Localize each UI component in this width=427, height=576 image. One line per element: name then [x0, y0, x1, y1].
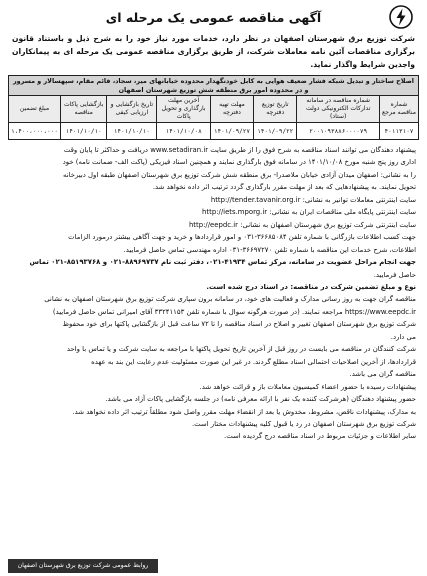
table-cell: ۱۴۰۱/۰۹/۲۲: [254, 123, 297, 140]
table-cell: ۲۰۰۱۰۹۳۸۸۶۰۰۰۰۷۹: [297, 123, 380, 140]
table-header-cell: مهلت تهیه دفترچه: [210, 96, 253, 123]
body-line: اداری روز پنج شنبه مورخ ۱۴۰۱/۱۰/۰۸ در سامانه فوق بارگذاری نمایند و همچنین اسناد فیزیکی (پاکت الف- ضمانت نامه) خود: [62, 158, 416, 167]
table-cell: ۴۰۱۱۳۱۰۷: [379, 123, 418, 140]
body-line: جهت انجام مراحل عضویت در سامانه، مرکز تماس ۴۱۹۳۴-۰۲۱، دفتر ثبت نام ۸۸۹۶۹۷۳۷-۰۲۱ و ۸۵۱۹۳۷۶۸-۰۲۱ تماس: [29, 258, 416, 267]
body-line: به مدارک، پیشنهادات ناقص، مشروط، مخدوش یا بعد از انقضاء مهلت مقرر واصل شود مطلقاً ترتیب اثر داده نخواهد شد.: [72, 407, 416, 416]
iets-link[interactable]: سایت اینترنتی پایگاه ملی مناقصات ایران به نشانی: http://iets.mporg.ir: [202, 208, 416, 217]
body-line: حضور پیشنهاد دهندگان (هرشرکت کننده یک نفر با ارائه معرفی نامه) در جلسه بازگشایی پاکات آزاد می باشد.: [105, 395, 416, 404]
table-cell: ۱۴۰۱/۱۰/۱۰: [61, 123, 107, 140]
body-line: پیشنهاد دهندگان می توانند اسناد مناقصه به شرح فوق را از طریق سایت www.setadiran.ir دریافت و حداکثر تا پایان وقت: [63, 146, 416, 154]
tender-table: [8, 75, 419, 140]
body-line: مناقصه گران می باشد.: [349, 370, 416, 379]
intro-paragraph: شرکت توزیع برق شهرستان اصفهان در نظر دارد، خدمات مورد نیاز خود را به شرح ذیل و باستناد قانون برگزاری مناقصات آئین نامه معاملات شرکت، از طریق برگزاری مناقصه عمومی یک مرحله ای به پیمانکاران واجدین شرایط واگذار نماید.: [12, 34, 415, 69]
tavanir-link[interactable]: سایت اینترنتی معاملات توانیر به نشانی: http://tender.tavanir.org.ir: [210, 195, 416, 204]
eepdc-portal-line[interactable]: https://www.eepdc.ir مراجعه نمایند. (در صورت هرگونه سوال با شماره تلفن ۳۳۲۴۱۱۵۳ آقای امیرانی تماس حاصل فرمایید): [52, 307, 416, 316]
body-line: را به نشانی: اصفهان میدان آزادی خیابان ملاصدرا- برق منطقه شش شرکت توزیع برق شهرستان اصفهان طبقه اول دبیرخانه: [63, 170, 416, 179]
body-line: می دارد.: [390, 332, 416, 341]
table-row: [9, 123, 419, 140]
body-line: تحویل نمایند. به پیشنهادهایی که بعد از مهلت مقرر بارگذاری گردد ترتیب اثر داده نخواهد شد.: [152, 183, 416, 192]
body-line: قراردادها، از آخرین اصلاحیات احتمالی اسناد مطلع گردند. در غیر این صورت مسئولیت عدم رعایت این بند به عهده: [91, 357, 416, 366]
table-header-row: [9, 96, 419, 123]
table-header-cell: شماره مناقصه مرجع: [379, 96, 418, 123]
table-cell: ۱۴۰۱/۱۰/۰۸: [157, 123, 211, 140]
body-line: شرکت کنندگان در مناقصه می بایست در روز قبل از آخرین تاریخ تحویل پاکتها با مراجعه به سایت شرکت و یا تماس با واحد: [66, 345, 416, 354]
notice-title: آگهی مناقصه عمومی یک مرحله ای: [105, 9, 322, 25]
body-line: جهت کسب اطلاعات بازرگانی با شماره تلفن ۳۶۶۸۵۰۸۴-۰۳۱ و امور قراردادها و خرید و جهت آگاهی بیشتر درمورد الزامات: [68, 233, 416, 242]
body-line: شرکت توزیع برق شهرستان اصفهان در رد یا قبول کلیه پیشنهادات مختار است.: [191, 419, 416, 428]
table-header-cell: مبلغ تضمین: [9, 96, 61, 123]
project-title: اصلاح ساختار و تبدیل شبکه فشار ضعیف هوایی به کابل خودنگهدار محدوده خیابانهای میر، سجاد، قائم مقام، سپهسالار و مسرور و در محدوده امور برق منطقه شش توزیع شهرستان اصفهان: [9, 76, 419, 96]
table-header-cell: تاریخ بازگشایی و ارزیابی کیفی: [107, 96, 157, 123]
table-header-cell: آخرین مهلت بارگذاری و تحویل پاکات: [157, 96, 211, 123]
table-cell: ۱۴۰۱/۰۹/۲۷: [210, 123, 253, 140]
table-cell: ۱۴۰۱/۱۰/۱۰: [107, 123, 157, 140]
table-header-cell: تاریخ توزیع دفترچه: [254, 96, 297, 123]
notice-body: [11, 144, 416, 443]
public-relations-footer: روابط عمومی شرکت توزیع برق شهرستان اصفهان: [8, 559, 158, 573]
table-cell: ۱،۴۰۰،۰۰۰،۰۰۰: [9, 123, 61, 140]
body-line: شرکت توزیع برق شهرستان اصفهان تغییر و اصلاح در اسناد مناقصه را تا ۷۲ ساعت قبل از بازگشایی پاکتها برای خود محفوظ: [62, 320, 416, 329]
body-line: مناقصه گران جهت به روز رسانی مدارک و فعالیت های خود، در سامانه برون سپاری شرکت توزیع برق شهرستان اصفهان به نشانی: [44, 295, 416, 304]
table-header-cell: شماره مناقصه در سامانه تدارکات الکترونیکی دولت (ستاد): [297, 96, 380, 123]
eepdc-link[interactable]: سایت اینترنتی شرکت توزیع برق شهرستان اصفهان به نشانی: http://eepdc.ir: [188, 220, 416, 229]
table-header-cell: بازگشایی پاکات مناقصه: [61, 96, 107, 123]
body-line: اطلاعات، شرح خدمات این مناقصه با شماره تلفن ۳۶۶۹۷۲۷۰-۰۳۱ اداره مهندسی تماس حاصل فرمایید.: [123, 245, 416, 254]
guarantee-line: نوع و مبلغ تضمین شرکت در مناقصه: در اسناد درج شده است.: [206, 282, 416, 291]
body-line: حاصل فرمایید.: [373, 270, 416, 279]
body-line: سایر اطلاعات و جزئیات مربوط در اسناد مناقصه درج گردیده است.: [224, 432, 416, 441]
body-line: پیشنهادات رسیده با حضور اعضاء کمیسیون معاملات باز و قرائت خواهد شد.: [199, 382, 416, 391]
power-company-logo-icon: [389, 5, 413, 29]
notice-header: [8, 4, 419, 30]
